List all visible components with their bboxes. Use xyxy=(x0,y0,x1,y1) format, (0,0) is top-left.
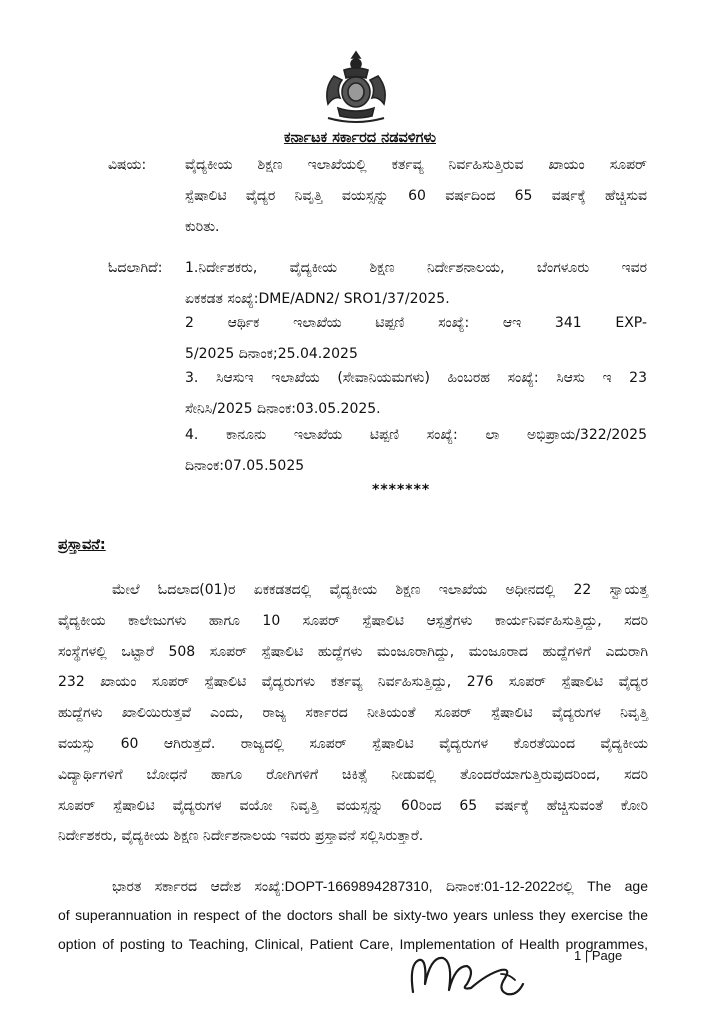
separator: ******* xyxy=(372,482,431,498)
reference-line: 2 ಆರ್ಥಿಕ ಇಲಾಖೆಯ ಟಿಪ್ಪಣಿ ಸಂಖ್ಯೆ: ಆಇ 341 EXP- xyxy=(185,315,647,331)
gov-order-paragraph xyxy=(58,872,648,959)
paragraph-line: ಸೂಪರ್ ಸ್ಪೆಷಾಲಿಟಿ ವೈದ್ಯರುಗಳ ವಯೋ ನಿವೃತ್ತಿ ವಯಸ್ಸನ್ನು 60ರಿಂದ 65 ವರ್ಷಕ್ಕೆ ಹೆಚ್ಚಿಸುವಂತೆ ಕೋರಿ xyxy=(58,797,648,814)
preamble-heading: ಪ್ರಸ್ತಾವನೆ: xyxy=(58,537,106,553)
paragraph-line: 232 ಖಾಯಂ ಸೂಪರ್ ಸ್ಪೆಷಾಲಿಟಿ ವೈದ್ಯರುಗಳು ಕರ್ತವ್ಯ ನಿರ್ವಹಿಸುತ್ತಿದ್ದು, 276 ಸೂಪರ್ ಸ್ಪೆಷಾಲಿಟಿ ವೈದ್ಯರ xyxy=(58,674,648,691)
subject-line: ಸ್ಪೆಷಾಲಿಟಿ ವೈದ್ಯರ ನಿವೃತ್ತಿ ವಯಸ್ಸನ್ನು 60 ವರ್ಷದಿಂದ 65 ವರ್ಷಕ್ಕೆ ಹೆಚ್ಚಿಸುವ xyxy=(185,188,647,204)
reference-line: ದಿನಾಂಕ:07.05.5025 xyxy=(185,458,305,474)
reference-item-4 xyxy=(185,420,647,482)
paragraph-line: ಹುದ್ದೆಗಳು ಖಾಲಿಯಿರುತ್ತವೆ ಎಂದು, ರಾಜ್ಯ ಸರ್ಕಾರದ ನೀತಿಯಂತೆ ಸೂಪರ್ ಸ್ಪೆಷಾಲಿಟಿ ವೈದ್ಯರುಗಳ ನಿವೃತ್ತಿ xyxy=(58,705,648,722)
subject-text xyxy=(185,150,647,243)
paragraph-line: ನಿರ್ದೇಶಕರು, ವೈದ್ಯಕೀಯ ಶಿಕ್ಷಣ ನಿರ್ದೇಶನಾಲಯ ಇವರು ಪ್ರಸ್ತಾವನೆ ಸಲ್ಲಿಸಿರುತ್ತಾರೆ. xyxy=(58,828,424,845)
paragraph-line: ವೈದ್ಯಕೀಯ ಕಾಲೇಜುಗಳು ಹಾಗೂ 10 ಸೂಪರ್ ಸ್ಪೆಷಾಲಿಟಿ ಆಸ್ಪತ್ರೆಗಳು ಕಾರ್ಯನಿರ್ವಹಿಸುತ್ತಿದ್ದು, ಸದರಿ xyxy=(58,612,648,629)
paragraph-line: of superannuation in respect of the doctors shall be sixty-two years unless they exercise the xyxy=(58,907,648,923)
page-number: 1 | Page xyxy=(574,948,623,963)
preamble-paragraph xyxy=(58,575,648,852)
reference-line: 5/2025 ದಿನಾಂಕ;25.04.2025 xyxy=(185,346,358,362)
paragraph-line: ವಯಸ್ಸು 60 ಆಗಿರುತ್ತದೆ. ರಾಜ್ಯದಲ್ಲಿ ಸೂಪರ್ ಸ್ಪೆಷಾಲಿಟಿ ವೈದ್ಯರುಗಳ ಕೊರತೆಯಿಂದ ವೈದ್ಯಕೀಯ xyxy=(58,735,648,752)
paragraph-line: ವಿದ್ಯಾರ್ಥಿಗಳಿಗೆ ಬೋಧನೆ ಹಾಗೂ ರೋಗಿಗಳಿಗೆ ಚಿಕಿತ್ಸೆ ನೀಡುವಲ್ಲಿ ತೊಂದರೆಯಾಗುತ್ತಿರುವುದರಿಂದ, ಸದರಿ xyxy=(58,766,648,783)
reference-item-2 xyxy=(185,308,647,370)
paragraph-line: ಮೇಲೆ ಓದಲಾದ(01)ರ ಏಕಕಡತದಲ್ಲಿ ವೈದ್ಯಕೀಯ ಶಿಕ್ಷಣ ಇಲಾಖೆಯ ಅಧೀನದಲ್ಲಿ 22 ಸ್ವಾಯತ್ತ xyxy=(112,582,648,598)
references-label: ಓದಲಾಗಿದೆ: xyxy=(108,260,163,276)
paragraph-line: option of posting to Teaching, Clinical, Patient Care, Implementation of Health programmes, xyxy=(58,936,648,952)
reference-line: 4. ಕಾನೂನು ಇಲಾಖೆಯ ಟಿಪ್ಪಣಿ ಸಂಖ್ಯೆ: ಲಾ ಅಭಿಪ್ರಾಯ/322/2025 xyxy=(185,427,647,443)
document-heading: ಕರ್ನಾಟಕ ಸರ್ಕಾರದ ನಡವಳಿಗಳು xyxy=(283,130,437,146)
paragraph-line: ಭಾರತ ಸರ್ಕಾರದ ಆದೇಶ ಸಂಖ್ಯೆ:DOPT-1669894287310, ದಿನಾಂಕ:01-12-2022ರಲ್ಲಿ The age xyxy=(112,878,648,894)
reference-item-1 xyxy=(185,253,647,315)
reference-item-3 xyxy=(185,363,647,425)
karnataka-emblem-icon xyxy=(314,48,398,126)
signature xyxy=(405,944,527,1006)
subject-line: ವೈದ್ಯಕೀಯ ಶಿಕ್ಷಣ ಇಲಾಖೆಯಲ್ಲಿ ಕರ್ತವ್ಯ ನಿರ್ವಹಿಸುತ್ತಿರುವ ಖಾಯಂ ಸೂಪರ್ xyxy=(185,157,647,173)
subject-line: ಕುರಿತು. xyxy=(185,219,220,235)
reference-line: ಸೇನಿಸಿ/2025 ದಿನಾಂಕ:03.05.2025. xyxy=(185,401,381,417)
subject-label: ವಿಷಯ: xyxy=(108,157,147,173)
reference-line: 3. ಸಿಆಸುಇ ಇಲಾಖೆಯ (ಸೇವಾನಿಯಮಗಳು) ಹಿಂಬರಹ ಸಂಖ್ಯೆ: ಸಿಆಸು ಇ 23 xyxy=(185,370,647,386)
reference-line: ಏಕಕಡತ ಸಂಖ್ಯೆ:DME/ADN2/ SRO1/37/2025. xyxy=(185,291,450,307)
paragraph-line: ಸಂಸ್ಥೆಗಳಲ್ಲಿ ಒಟ್ಟಾರೆ 508 ಸೂಪರ್ ಸ್ಪೆಷಾಲಿಟಿ ಹುದ್ದೆಗಳು ಮಂಜೂರಾಗಿದ್ದು, ಮಂಜೂರಾದ ಹುದ್ದೆಗಳಿಗೆ ಎದುರಾಗಿ xyxy=(58,643,648,660)
reference-line: 1.ನಿರ್ದೇಶಕರು, ವೈದ್ಯಕೀಯ ಶಿಕ್ಷಣ ನಿರ್ದೇಶನಾಲಯ, ಬೆಂಗಳೂರು ಇವರ xyxy=(185,260,647,276)
